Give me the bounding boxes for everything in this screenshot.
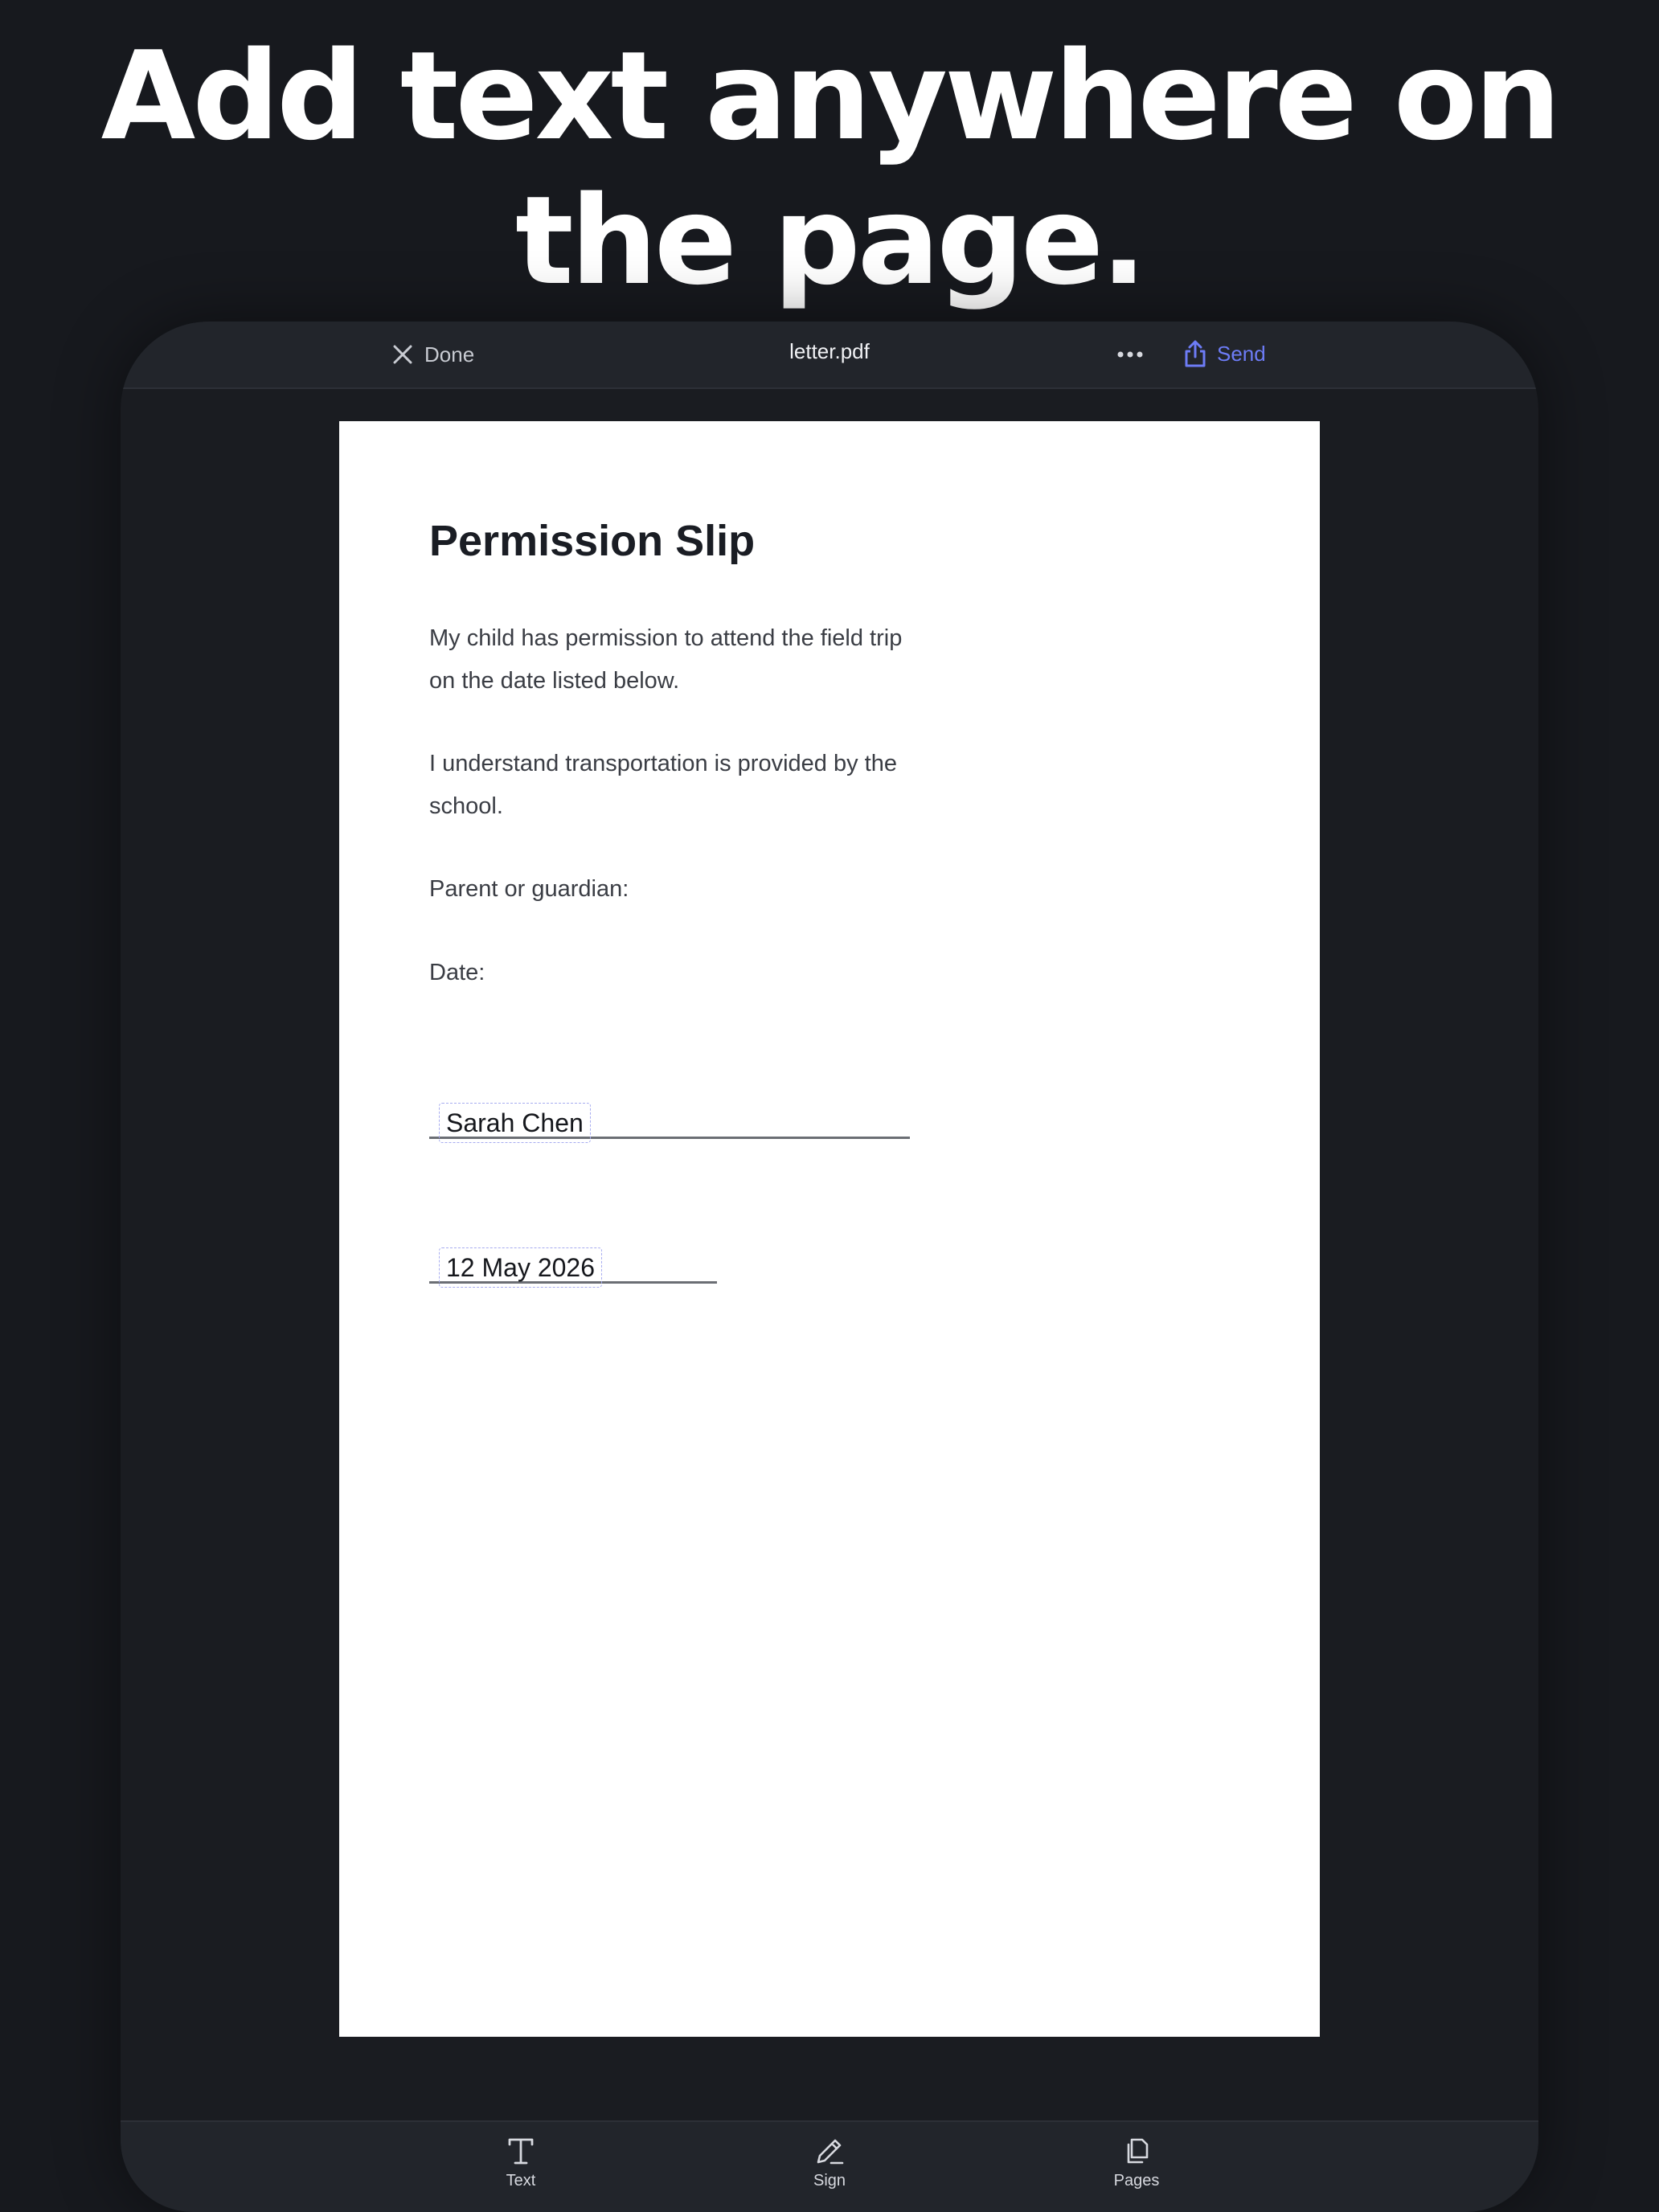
pages-tool-label: Pages	[1113, 2172, 1160, 2189]
paragraph-transportation: I understand transportation is provided by the school.	[429, 751, 897, 819]
sign-tool-button[interactable]	[773, 2135, 886, 2190]
headline: Add text anywhere on the page.	[100, 25, 1559, 312]
share-icon	[1183, 339, 1207, 368]
date-text-field[interactable]: 12 May 2026	[439, 1247, 602, 1288]
bottom-toolbar	[121, 2120, 1538, 2212]
send-button[interactable]	[1183, 336, 1266, 371]
send-label: Send	[1217, 341, 1266, 366]
app-window	[121, 322, 1538, 2212]
done-label: Done	[424, 342, 475, 367]
text-tool-label: Text	[506, 2172, 536, 2189]
text-icon	[505, 2135, 537, 2167]
paragraph-permission: My child has permission to attend the field trip on the date listed below.	[429, 625, 903, 694]
document-title: letter.pdf	[789, 339, 870, 363]
document-page[interactable]	[339, 421, 1320, 2037]
text-tool-button[interactable]	[465, 2135, 577, 2190]
pen-icon	[813, 2135, 846, 2167]
date-label: Date:	[429, 960, 485, 985]
sign-tool-label: Sign	[813, 2172, 846, 2189]
more-options-button[interactable]	[1114, 342, 1146, 367]
guardian-label: Parent or guardian:	[429, 876, 629, 902]
signature-text-field[interactable]: Sarah Chen	[439, 1103, 591, 1143]
pages-icon	[1120, 2135, 1153, 2167]
document-heading: Permission Slip	[429, 517, 756, 565]
top-bar	[121, 322, 1538, 389]
pages-tool-button[interactable]	[1080, 2135, 1193, 2190]
ellipsis-icon	[1114, 342, 1146, 367]
